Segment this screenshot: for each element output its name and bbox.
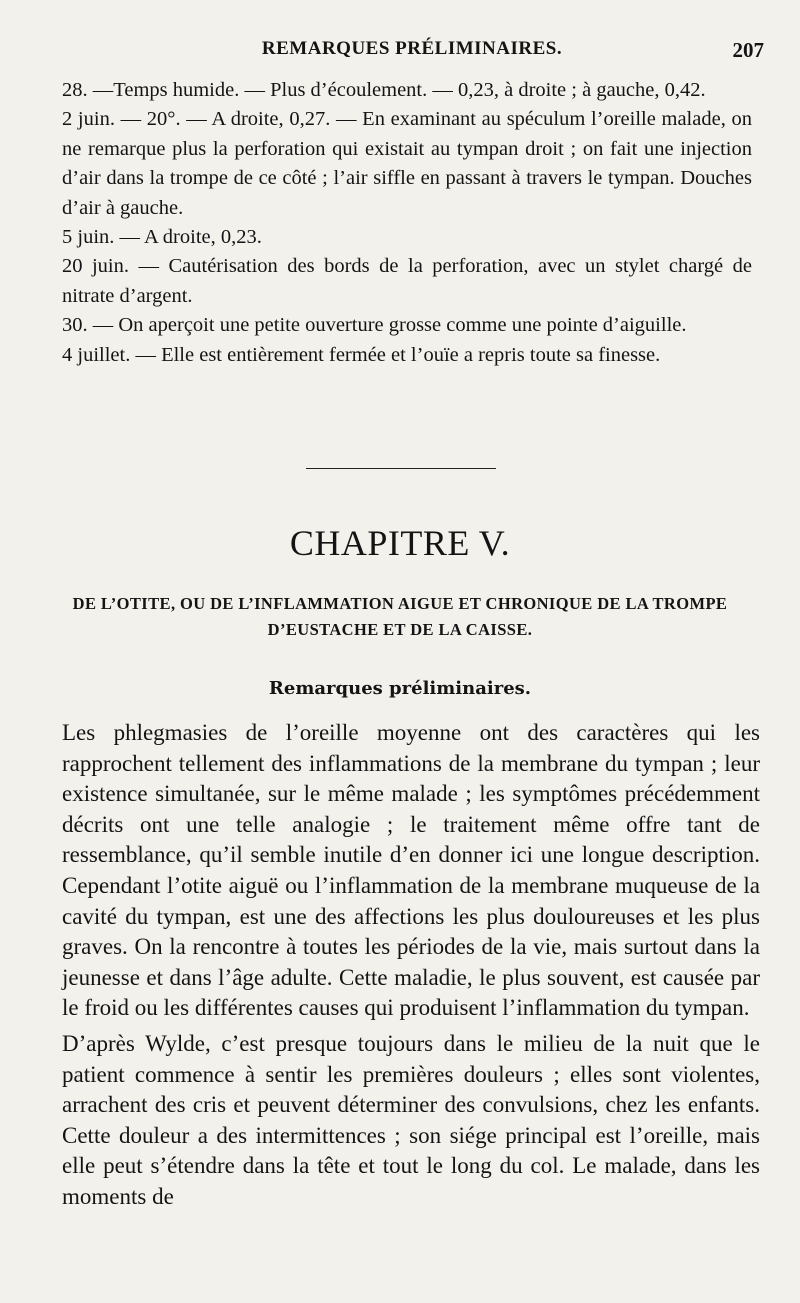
- note-5-juin: 5 juin. — A droite, 0,23.: [62, 226, 262, 249]
- running-title: REMARQUES PRÉLIMINAIRES.: [261, 38, 563, 59]
- paragraph: Les phlegmasies de l’oreille moyenne ont des caractères qui les rapprochent tellement des inflammations de la membrane du tympan ; leur existence simultanée, sur le même malade ; les symptômes précédemment décrits ont une telle analogie ; le traitement même offre tant de ressemblance, qu’il semble inutile d’en donner ici une longue description. Cependant l’otite aiguë ou l’inflammation de la membrane muqueuse de la cavité du tympan, est une des affections les plus douloureuses et les plus graves. On la rencontre à toutes les périodes de la vie, mais surtout dans la jeunesse et dans l’âge adulte. Cette maladie, le plus souvent, est causée par le froid ou les différentes causes qui produisent l’inflammation du tympan.: [62, 720, 760, 1021]
- chapter-title: CHAPITRE V.: [289, 523, 511, 563]
- page-header: [60, 38, 764, 68]
- case-notes: [62, 76, 752, 370]
- section-heading: Remarques préliminaires.: [268, 678, 532, 699]
- note-28: 28. —Temps humide. — Plus d’écoulement. — 0,23, à droite ; à gauche, 0,42.: [62, 79, 706, 101]
- section-divider: [306, 468, 496, 469]
- chapter-subtitle: DE L’OTITE, OU DE L’INFLAMMATION AIGUE ET CHRONIQUE DE LA TROMPE D’EUSTACHE ET DE LA CAISSE.: [72, 594, 728, 639]
- note-30: 30. — On aperçoit une petite ouverture grosse comme une pointe d’aiguille.: [62, 314, 687, 337]
- note-2-juin: 2 juin. — 20°. — A droite, 0,27. — En examinant au spéculum l’oreille malade, on ne remarque plus la perforation qui existait au tympan droit ; on fait une injection d’air dans la trompe de ce côté ; l’air siffle en passant à travers le tympan. Douches d’air à gauche.: [62, 108, 752, 219]
- note-20-juin: 20 juin. — Cautérisation des bords de la perforation, avec un stylet chargé de nitrate d’argent.: [62, 255, 752, 307]
- note-4-juillet: 4 juillet. — Elle est entièrement fermée et l’ouïe a repris toute sa finesse.: [62, 343, 661, 366]
- page-number: 207: [732, 38, 764, 62]
- body-text: [62, 718, 760, 1213]
- paragraph: D’après Wylde, c’est presque toujours dans le milieu de la nuit que le patient commence à sentir les premières douleurs ; elles sont violentes, arrachent des cris et peuvent déterminer des convulsions, chez les enfants. Cette douleur a des intermittences ; son siége principal est l’oreille, mais elle peut s’étendre dans la tête et tout le long du col. Le malade, dans les moments de: [62, 1030, 760, 1209]
